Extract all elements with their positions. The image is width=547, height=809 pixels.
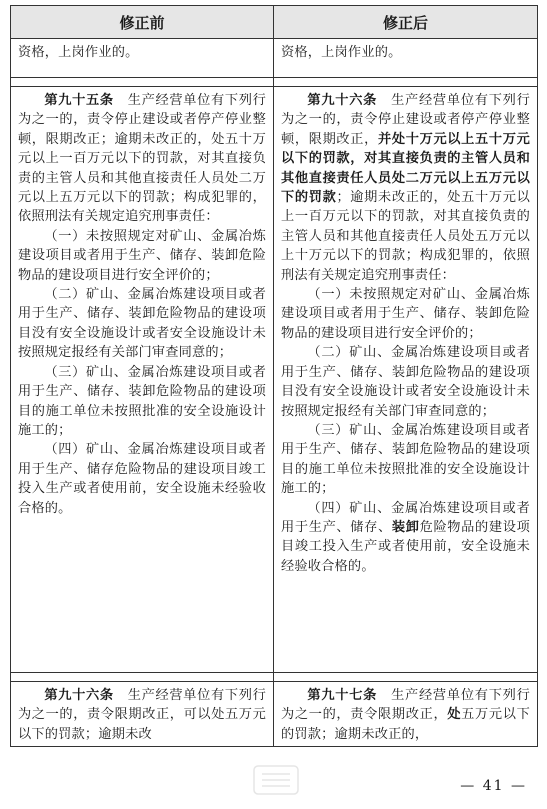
article-paragraph: [18, 91, 266, 227]
continued-text-before: 资格，上岗作业的。: [18, 45, 139, 60]
header-after: 修正后: [274, 6, 538, 39]
item-text-rest: 危险物品的建设项目竣工投入生产或者使用前，安全设施未经验收合格的。: [281, 519, 530, 574]
list-item: [281, 421, 530, 499]
cell-after-next-article: [274, 682, 538, 747]
table-row: [11, 682, 538, 747]
row-gap: [11, 673, 538, 682]
item-text: （一）未按照规定对矿山、金属冶炼建设项目或者用于生产、储存、装卸危险物品的建设项目进行安全评价的；: [281, 287, 530, 341]
article-number: 第九十五条: [44, 93, 114, 108]
cell-before-continued: [11, 39, 274, 78]
article-number: 第九十六条: [307, 93, 378, 108]
gap-left: [11, 673, 274, 682]
header-before: 修正前: [11, 6, 274, 39]
article-intro-rest: ；逾期未改正的，处五十万元以上一百万元以下的罚款，对其直接负责的主管人员和其他直接责任人员处五万元以上十万元以下的罚款；构成犯罪的，依照刑法有关规定追究刑事责任：: [281, 190, 530, 283]
row-gap: [11, 78, 538, 87]
article-intro-rest: 五万元以下的罚款；逾期未改正的，: [281, 707, 530, 742]
cell-before-next-article: [11, 682, 274, 747]
gap-left: [11, 78, 274, 87]
table-header-row: [11, 6, 538, 39]
cell-before-article: [11, 87, 274, 673]
item-text: （三）矿山、金属冶炼建设项目或者用于生产、储存、装卸危险物品的建设项目的施工单位未按照批准的安全设施设计施工的；: [281, 422, 530, 497]
article-intro: 生产经营单位有下列行为之一的，责令停止建设或者停产停业整顿，限期改正；逾期未改正的，处五十万元以上一百万元以下的罚款，对其直接负责的主管人员和其他直接责任人员处二万元以上五万元以下的罚款；构成犯罪的，依照刑法有关规定追究刑事责任：: [18, 93, 267, 225]
amended-text: 处: [447, 707, 462, 723]
page-number: — 41 —: [460, 778, 527, 794]
gap-right: [274, 78, 538, 87]
cell-after-continued: [274, 39, 538, 78]
article-intro: 生产经营单位有下列行为之一的，责令限期改正，可以处五万元以下的罚款；逾期未改: [18, 688, 267, 742]
list-item: [281, 285, 530, 343]
article-paragraph: [281, 91, 530, 285]
article-intro: 生产经营单位有下列行为之一的，责令停止建设或者停产停业整顿，限期改正，: [281, 93, 531, 147]
item-text: （二）矿山、金属冶炼建设项目或者用于生产、储存、装卸危险物品的建设项目没有安全设施设计或者安全设施设计未按照规定报经有关部门审查同意的；: [281, 345, 530, 419]
article-number: 第九十七条: [307, 688, 378, 703]
table-row: [11, 39, 538, 78]
gap-right: [274, 673, 538, 682]
item-text: （四）矿山、金属冶炼建设项目或者用于生产、储存、: [281, 500, 530, 535]
list-item: [281, 499, 530, 577]
amended-text: 装卸: [391, 519, 420, 535]
cell-after-article: [274, 87, 538, 673]
article-intro: 生产经营单位有下列行为之一的，责令限期改正，: [281, 688, 531, 723]
continued-text-after: 资格，上岗作业的。: [281, 45, 402, 60]
list-item: （四）矿山、金属冶炼建设项目或者用于生产、储存危险物品的建设项目竣工投入生产或者使用前，安全设施未经验收合格的。: [18, 442, 266, 516]
article-paragraph: [18, 686, 266, 744]
list-item: [281, 343, 530, 421]
list-item: （二）矿山、金属冶炼建设项目或者用于生产、储存、装卸危险物品的建设项目没有安全设施设计或者安全设施设计未按照规定报经有关部门审查同意的；: [18, 287, 266, 361]
list-item: （三）矿山、金属冶炼建设项目或者用于生产、储存、装卸危险物品的建设项目的施工单位未按照批准的安全设施设计施工的；: [18, 364, 266, 438]
table-row: [11, 87, 538, 673]
list-item: （一）未按照规定对矿山、金属冶炼建设项目或者用于生产、储存、装卸危险物品的建设项目进行安全评价的；: [18, 228, 266, 283]
amended-text: 并处十万元以上五十万元以下的罚款，对其直接负责的主管人员和其他直接责任人员处二万元以上五万元以下的罚款: [281, 131, 530, 206]
watermark-seal: [246, 760, 306, 800]
article-paragraph: [281, 686, 530, 744]
article-number: 第九十六条: [44, 688, 114, 703]
comparison-table: [10, 5, 538, 747]
